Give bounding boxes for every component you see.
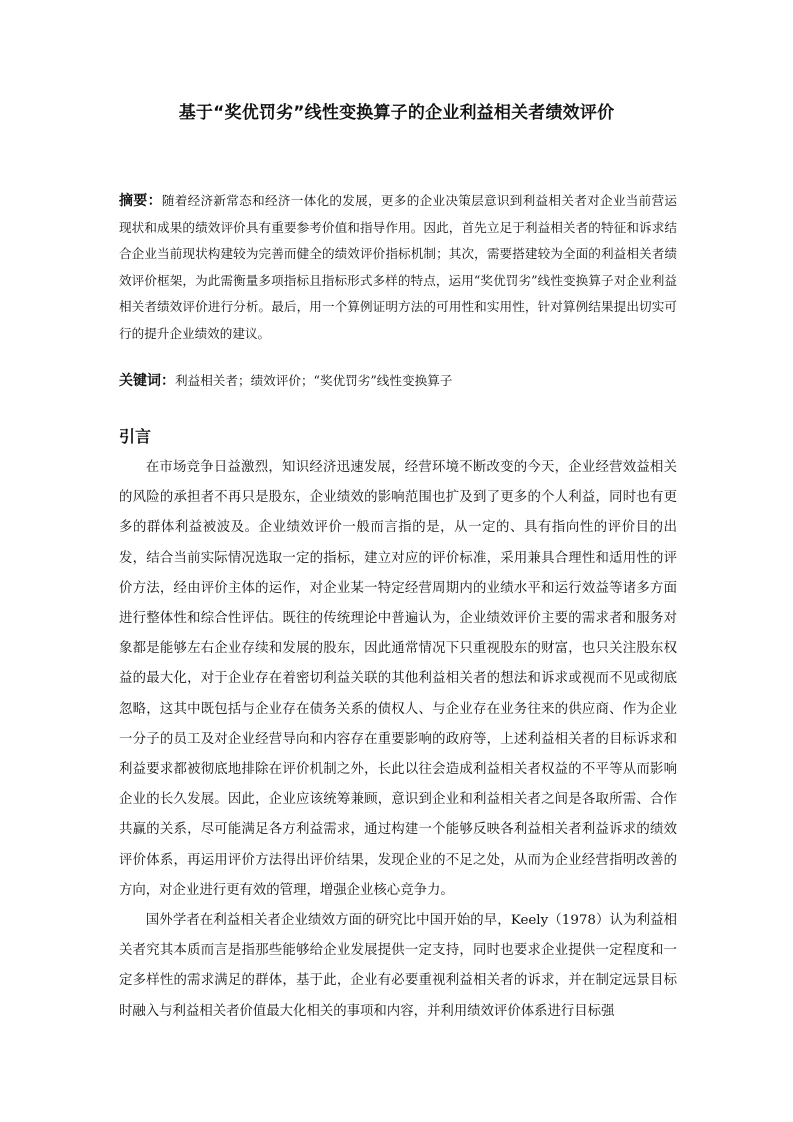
paragraph: 在市场竞争日益激烈，知识经济迅速发展，经营环境不断改变的今天，企业经营效益相关的风险的承担者不再只是股东，企业绩效的影响范围也扩及到了更多的个人利益，同时也有更多的群体利益被波及。企业绩效评价一般而言指的是，从一定的、具有指向性的评价目的出发，结合当前实际情况选取一定的指标，建立对应的评价标准，采用兼具合理性和适用性的评价方法，经由评价主体的运作，对企业某一特定经营周期内的业绩水平和运行效益等诸多方面进行整体性和综合性评估。既往的传统理论中普遍认为，企业绩效评价主要的需求者和服务对象都是能够左右企业存续和发展的股东，因此通常情况下只重视股东的财富，也只关注股东权益的最大化，对于企业存在着密切利益关联的其他利益相关者的想法和诉求或视而不见或彻底忽略，这其中既包括与企业存在债务关系的债权人、与企业存在业务往来的供应商、作为企业一分子的员工及对企业经营导向和内容存在重要影响的政府等，上述利益相关者的目标诉求和利益要求都被彻底地排除在评价机制之外，长此以往会造成利益相关者权益的不平等从而影响企业的长久发展。因此，企业应该统筹兼顾，意识到企业和利益相关者之间是各取所需、合作共赢的关系，尽可能满足各方利益需求，通过构建一个能够反映各利益相关者利益诉求的绩效评价体系，再运用评价方法得出评价结果，发现企业的不足之处，从而为企业经营指明改善的方向，对企业进行更有效的管理，增强企业核心竞争力。 <box>119 460 677 898</box>
keywords <box>119 368 677 394</box>
introduction-body <box>119 453 677 1027</box>
abstract <box>119 188 677 347</box>
keywords-label: 关键词： <box>119 373 175 389</box>
section-heading-introduction: 引言 <box>119 427 152 446</box>
paragraph: 国外学者在利益相关者企业绩效方面的研究比中国开始的早，Keely（1978）认为利益相关者究其本质而言是指那些能够给企业发展提供一定支持，同时也要求企业提供一定程度和一定多样性的需求满足的群体，基于此，企业有必要重视利益相关者的诉求，并在制定远景目标时融入与利益相关者价值最大化相关的事项和内容，并利用绩效评价体系进行目标强 <box>119 913 677 1019</box>
keywords-text: 利益相关者；绩效评价；“奖优罚劣”线性变换算子 <box>175 373 453 388</box>
abstract-text: 随着经济新常态和经济一体化的发展，更多的企业决策层意识到利益相关者对企业当前营运现状和成果的绩效评价具有重要参考价值和指导作用。因此，首先立足于利益相关者的特征和诉求结合企业当前现状构建较为完善而健全的绩效评价指标机制；其次，需要搭建较为全面的利益相关者绩效评价框架，为此需衡量多项指标且指标形式多样的特点，运用“奖优罚劣”线性变换算子对企业利益相关者绩效评价进行分析。最后，用一个算例证明方法的可用性和实用性，针对算例结果提出切实可行的提升企业绩效的建议。 <box>119 193 677 341</box>
paper-title: 基于“奖优罚劣”线性变换算子的企业利益相关者绩效评价 <box>178 103 615 123</box>
abstract-label: 摘要： <box>119 193 162 209</box>
